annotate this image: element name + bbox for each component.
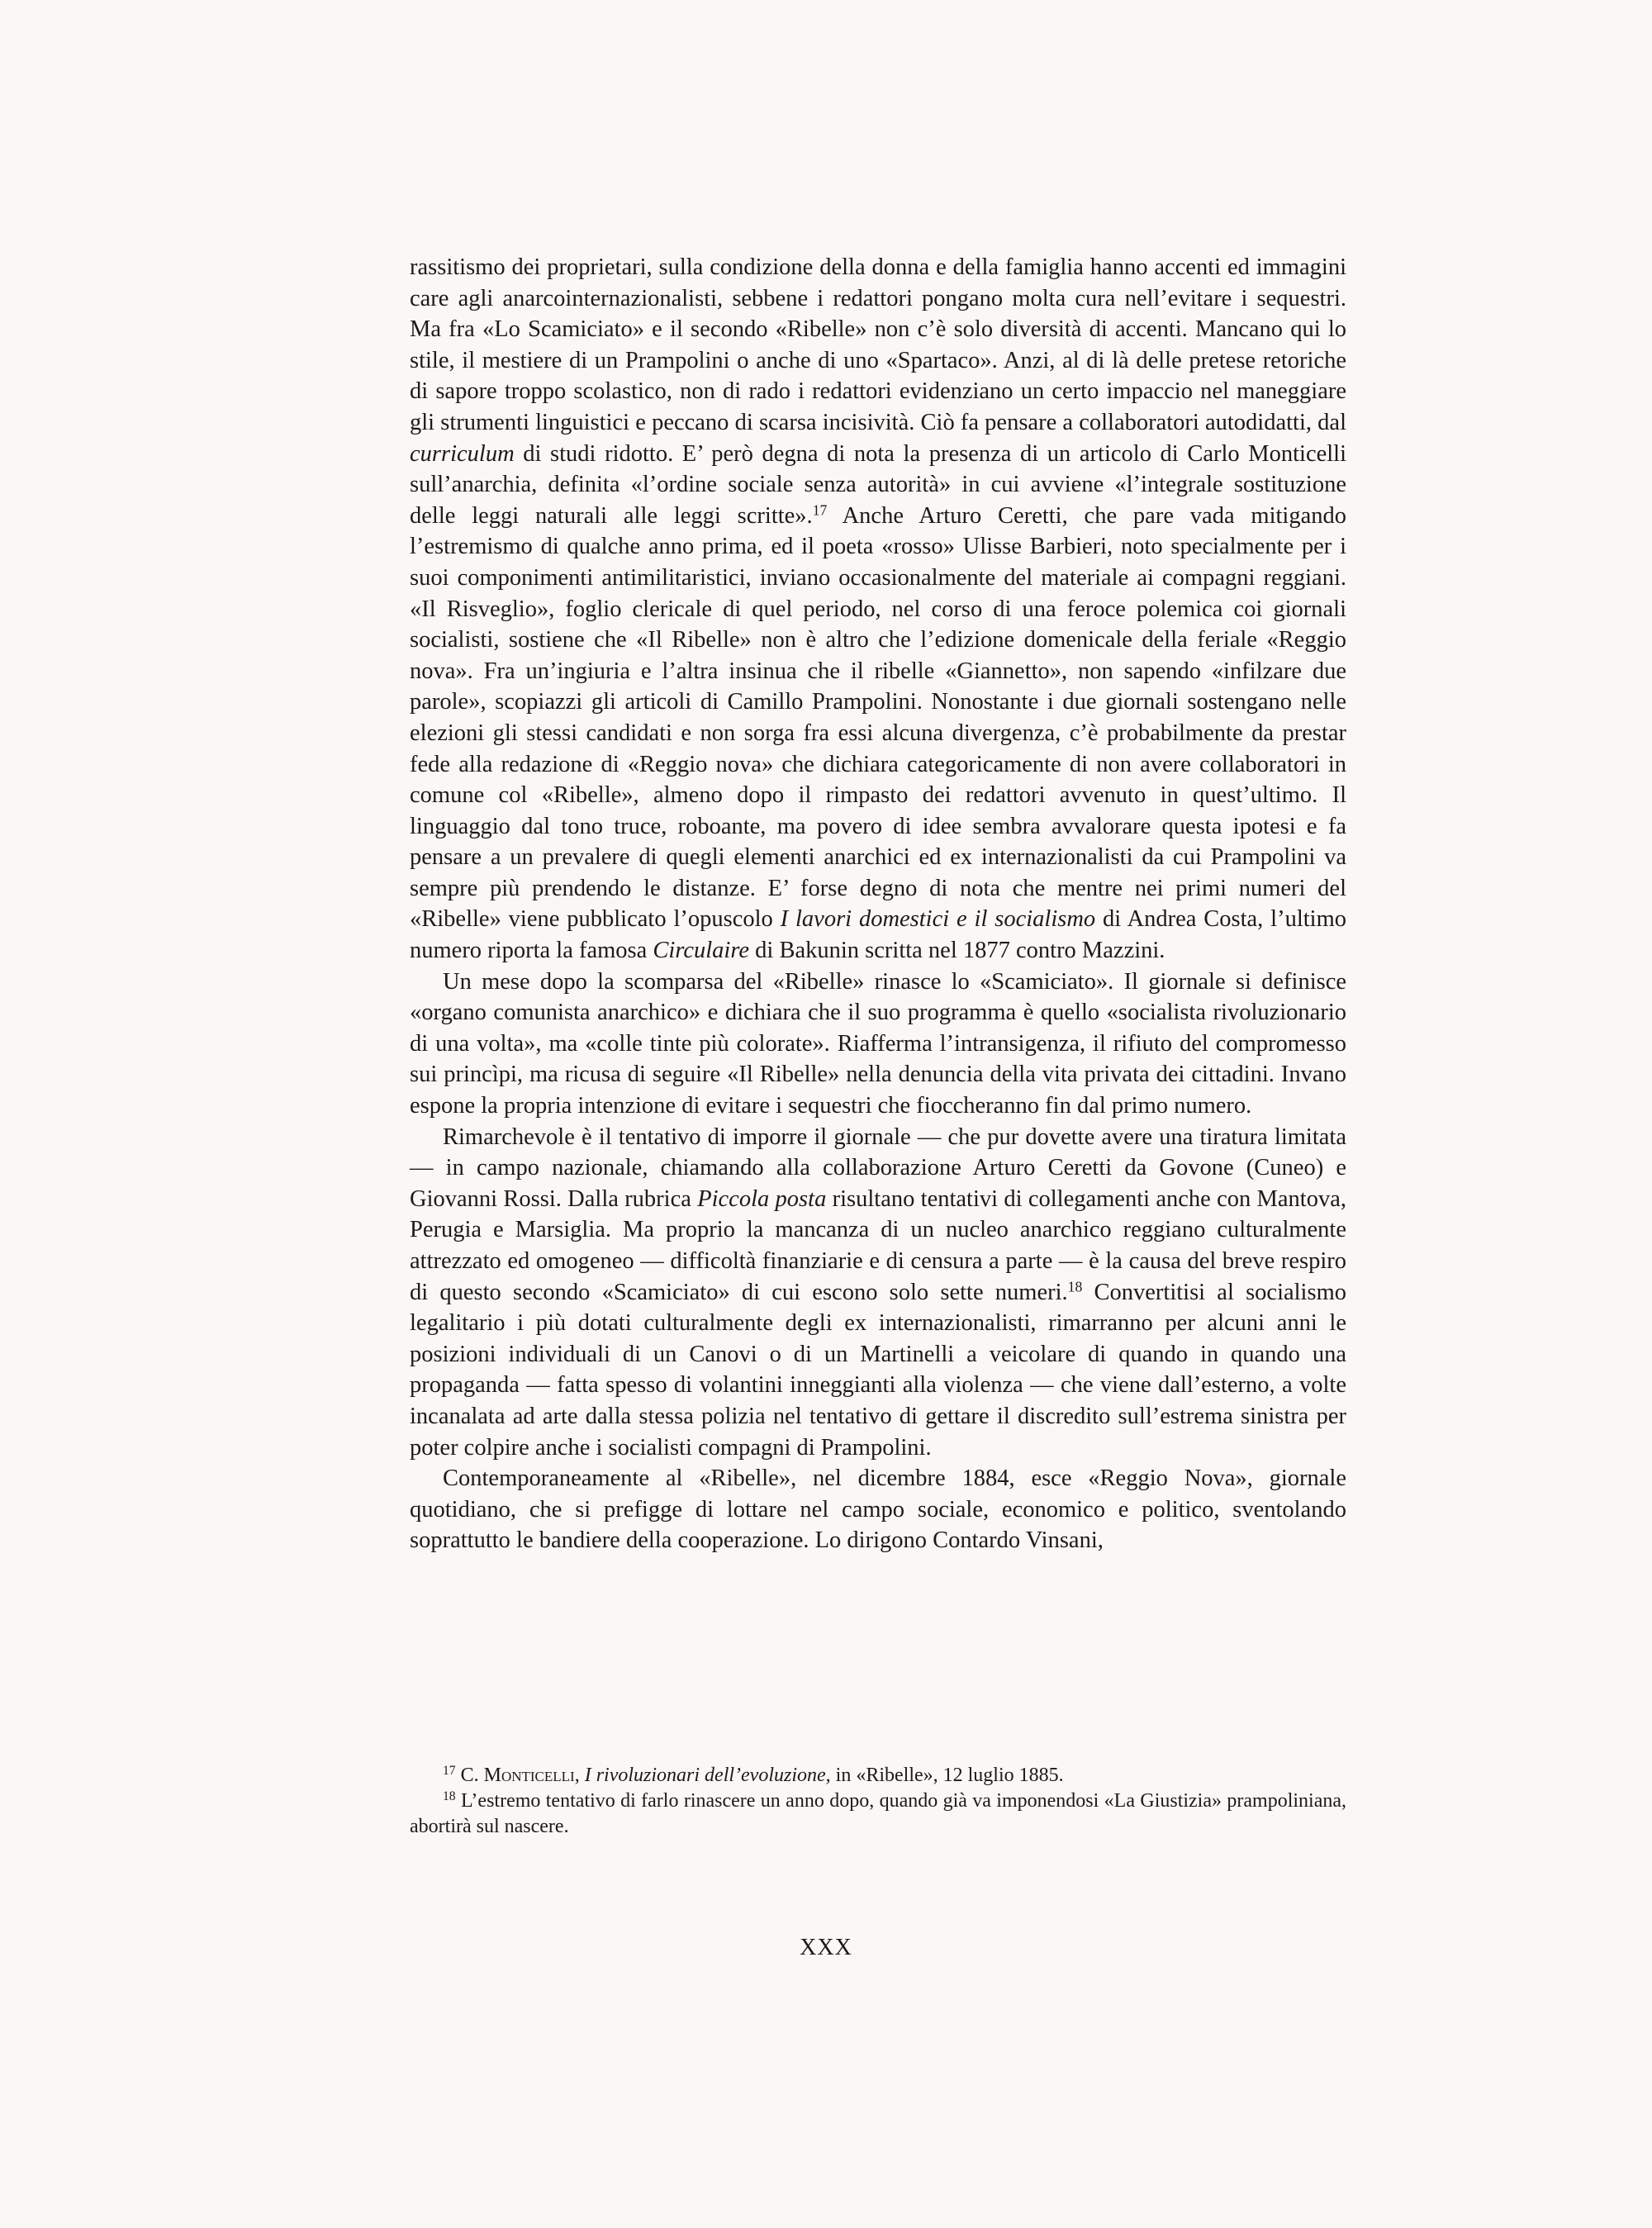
text-run: di Andrea Costa, l’ultimo numero riporta la famosa <box>410 906 1347 964</box>
footnote-reference: 17 <box>443 1764 456 1779</box>
text-run: Convertitisi al socialismo legalitario i più dotati culturalmente degli ex internazionalisti, rimarranno per alcuni anni le posizioni individuali di un Canovi o di un Martinelli a veicolare di quando in quando una propaganda — fatta spesso di volantini inneggianti alla violenza — che viene dall’esterno, a volte incanalata ad arte dalla stessa polizia nel tentativo di gettare il discredito sull’estrema sinistra per poter colpire anche i socialisti compagni di Prampolini. <box>410 1279 1346 1461</box>
paragraph <box>410 1463 1346 1556</box>
text-run: Rimarchevole è il tentativo di imporre il giornale — che pur dovette avere una tiratura limitata — in campo nazionale, chiamando alla collaborazione Arturo Ceretti da Govone (Cuneo) e Giovanni Rossi. Dalla rubrica <box>410 1124 1346 1212</box>
text-run: C. <box>455 1765 484 1786</box>
page-number: XXX <box>800 1935 852 1960</box>
text-run: rassitismo dei proprietari, sulla condizione della donna e della famiglia hanno accenti ed immagini care agli anarcointernazionalisti, sebbene i redattori pongano molta cura nell’evitare i sequestri. Ma fra «Lo Scamiciato» e il secondo «Ribelle» non c’è solo diversità di accenti. Mancano qui lo stile, il mestiere di un Prampolini o anche di uno «Spartaco». Anzi, al di là delle pretese retoriche di sapore troppo scolastico, non di rado i redattori evidenziano un certo impaccio nel maneggiare gli strumenti linguistici e peccano di scarsa incisività. Ciò fa pensare a collaboratori autodidatti, dal <box>410 254 1346 435</box>
footnote <box>410 1789 1346 1840</box>
footnote <box>410 1763 1346 1789</box>
body-text <box>410 252 1346 1556</box>
italic-text: I rivoluzionari dell’evoluzione, <box>584 1765 831 1786</box>
text-run: di Bakunin scritta nel 1877 contro Mazzini. <box>749 938 1165 964</box>
text-run: , <box>574 1765 585 1786</box>
text-run: risultano tentativi di collegamenti anche con Mantova, Perugia e Marsiglia. Ma proprio la mancanza di un nucleo anarchico reggiano culturalmente attrezzato ed omogeneo — difficoltà finanziarie e di censura a parte — è la causa del breve respiro di questo secondo «Scamiciato» di cui escono solo sette numeri. <box>410 1185 1346 1305</box>
footnotes <box>410 1763 1346 1840</box>
italic-text: Piccola posta <box>697 1185 827 1212</box>
text-run: Anche Arturo Ceretti, che pare vada mitigando l’estremismo di qualche anno prima, ed il poeta «rosso» Ulisse Barbieri, noto specialmente per i suoi componimenti antimilitaristici, inviano occasionalmente del materiale ai compagni reggiani. «Il Risveglio», foglio clericale di quel periodo, nel corso di una feroce polemica coi giornali socialisti, sostiene che «Il Ribelle» non è altro che l’edizione domenicale della feriale «Reggio nova». Fra un’ingiuria e l’altra insinua che il ribelle «Giannetto», non sapendo «infilzare due parole», scopiazzi gli articoli di Camillo Prampolini. Nonostante i due giornali sostengano nelle elezioni gli stessi candidati e non sorga fra essi alcuna divergenza, c’è probabilmente da prestar fede alla redazione di «Reggio nova» che dichiara categoricamente di non avere collaboratori in comune col «Ribelle», almeno dopo il rimpasto dei redattori avvenuto in quest’ultimo. Il linguaggio dal tono truce, roboante, ma povero di idee sembra avvalorare questa ipotesi e fa pensare a un prevalere di quegli elementi anarchici ed ex internazionalisti da cui Prampolini va sempre più prendendo le distanze. E’ forse degno di nota che mentre nei primi numeri del «Ribelle» viene pubblicato l’opuscolo <box>410 502 1346 933</box>
footnote-reference: 17 <box>812 501 828 519</box>
text-run: L’estremo tentativo di farlo rinascere un anno dopo, quando già va imponendosi «La Giustizia» prampoliniana, abortirà sul nascere. <box>410 1790 1346 1837</box>
text-run: Contemporaneamente al «Ribelle», nel dicembre 1884, esce «Reggio Nova», giornale quotidiano, che si prefigge di lottare nel campo sociale, economico e politico, sventolando soprattutto le bandiere della cooperazione. Lo dirigono Contardo Vinsani, <box>410 1466 1346 1554</box>
footnote-reference: 18 <box>1067 1277 1083 1295</box>
text-run: Un mese dopo la scomparsa del «Ribelle» rinasce lo «Scamiciato». Il giornale si definisce «organo comunista anarchico» e dichiara che il suo programma è quello «socialista rivoluzionario di una volta», ma «colle tinte più colorate». Riafferma l’intransigenza, il rifiuto del compromesso sui princìpi, ma ricusa di seguire «Il Ribelle» nella denuncia della vita privata dei cittadini. Invano espone la propria intenzione di evitare i sequestri che fioccheranno fin dal primo numero. <box>410 968 1346 1119</box>
text-run: in «Ribelle», 12 luglio 1885. <box>830 1765 1064 1786</box>
italic-text: Circulaire <box>653 938 750 964</box>
author-name: Monticelli <box>483 1765 575 1786</box>
paragraph <box>410 252 1346 967</box>
italic-text: curriculum <box>410 440 515 467</box>
paragraph <box>410 1122 1346 1464</box>
footnote-reference: 18 <box>443 1789 456 1804</box>
italic-text: I lavori domestici e il socialismo <box>780 906 1096 933</box>
text-run: di studi ridotto. E’ però degna di nota la presenza di un articolo di Carlo Monticelli sull’anarchia, definita «l’ordine sociale senza autorità» in cui avviene «l’integrale sostituzione delle leggi naturali alle leggi scritte». <box>410 440 1346 529</box>
paragraph <box>410 967 1346 1122</box>
